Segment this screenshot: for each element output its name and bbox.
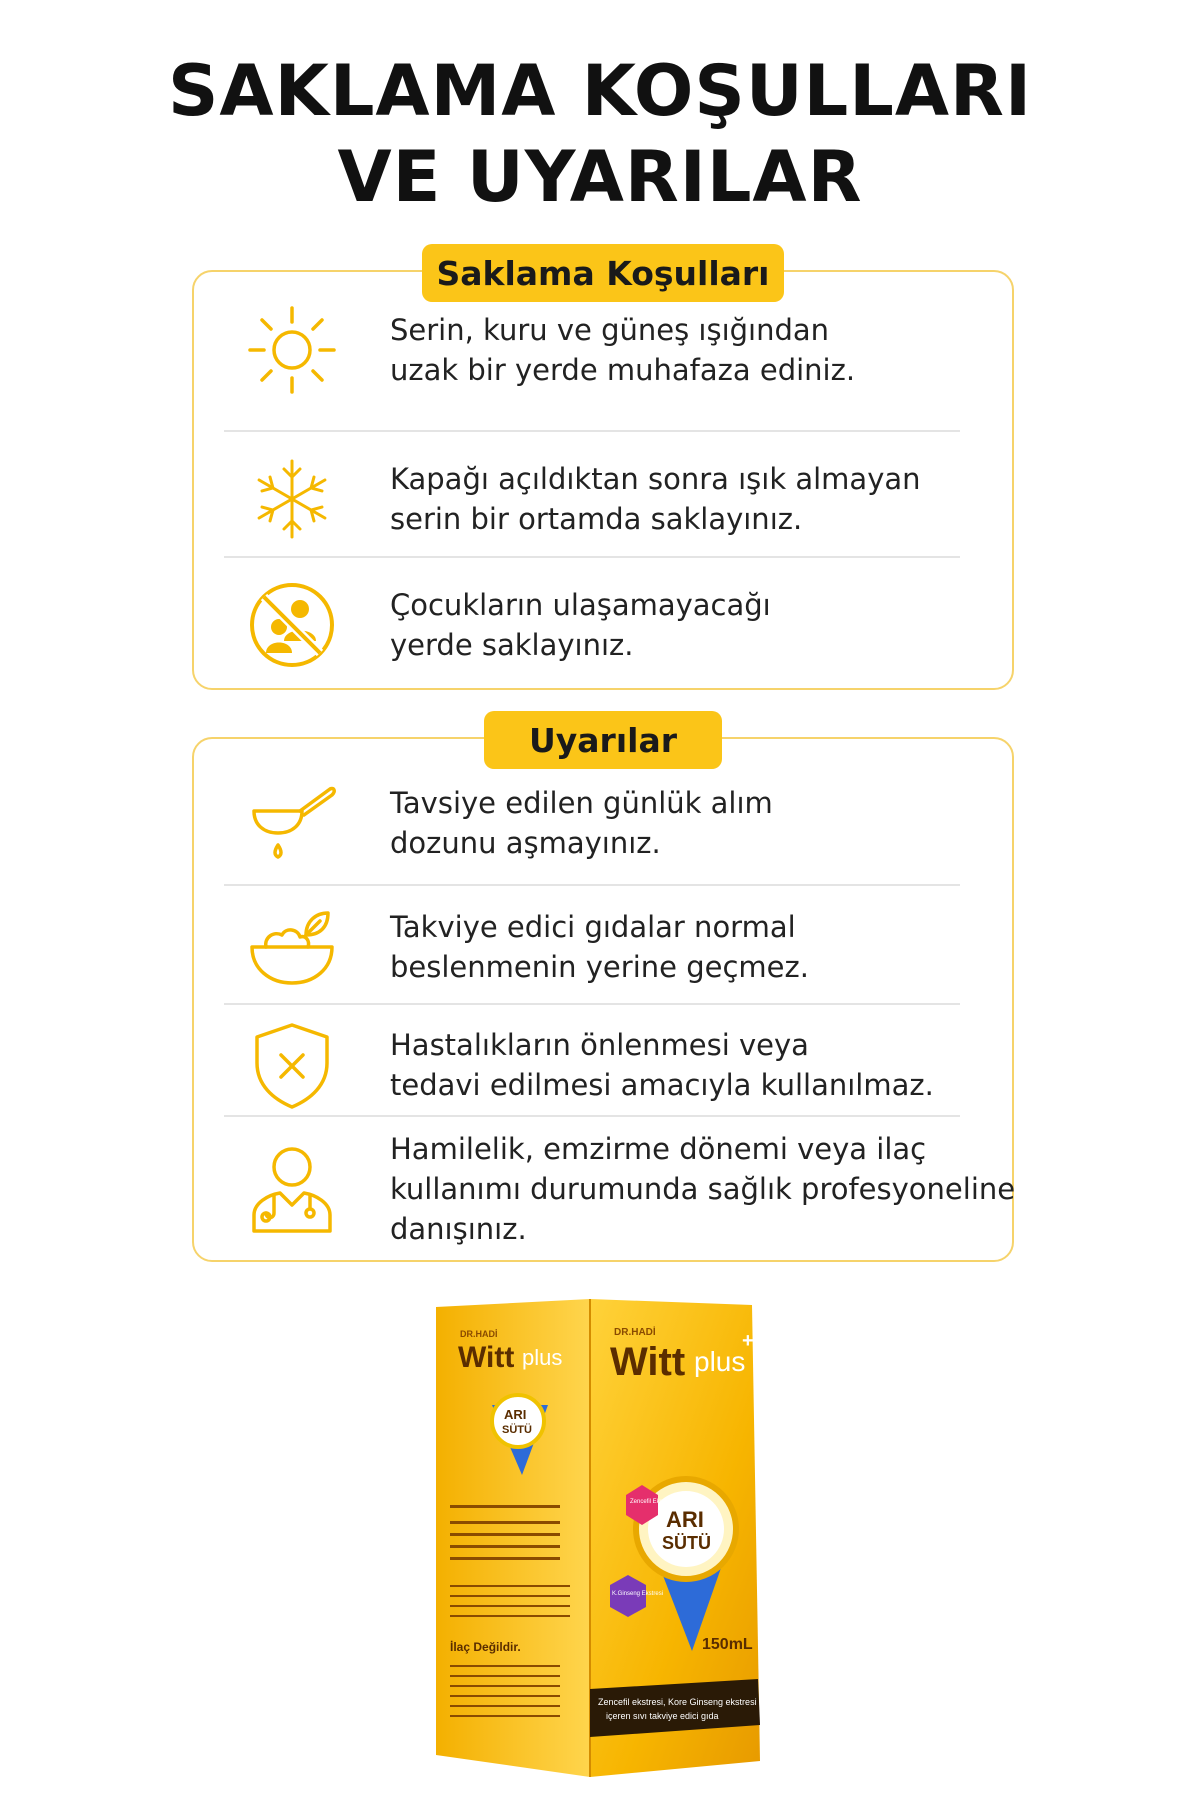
warning-item-line: danışınız. [390,1212,527,1246]
storage-item-children [224,570,960,680]
doctor-icon [242,1139,342,1239]
warning-item-line: Tavsiye edilen günlük alım [390,786,773,820]
warning-item-line: Takviye edici gıdalar normal [390,910,796,944]
warnings-panel [192,720,1016,1262]
shield-x-icon [242,1015,342,1115]
product-bottom-line1: Zencefil ekstresi, Kore Ginseng ekstresi [598,1697,757,1707]
warning-item-food [224,897,960,997]
row-divider [224,430,960,432]
warning-item-line: Hamilelik, emzirme dönemi veya ilaç [390,1132,927,1166]
product-bottom-line2: içeren sıvı takviye edici gıda [606,1711,719,1721]
storage-item-text [390,310,855,390]
storage-item-line: Serin, kuru ve güneş ışığından [390,313,830,347]
storage-item-line: yerde saklayınız. [390,628,634,662]
storage-item-text [390,585,771,665]
product-side-name2: SÜTÜ [502,1424,532,1436]
food-bowl-icon [242,897,342,997]
product-side-brand-small: DR.HADİ [460,1329,498,1339]
product-brand-suffix: plus [694,1346,746,1377]
warning-item-line: dozunu aşmayınız. [390,826,661,860]
sun-icon [242,300,342,400]
storage-item-line: uzak bir yerde muhafaza ediniz. [390,353,856,387]
storage-item-line: serin bir ortamda saklayınız. [390,502,803,536]
storage-conditions-panel [192,253,1014,690]
product-volume: 150mL [702,1636,753,1653]
product-name-line1: ARI [666,1507,704,1532]
warning-item-text [390,1129,1015,1249]
product-brand-small: DR.HADİ [614,1327,656,1338]
product-side-title: İlaç Değildir. [450,1640,521,1654]
row-divider [224,1115,960,1117]
snowflake-icon [242,449,342,549]
warning-item-line: tedavi edilmesi amacıyla kullanılmaz. [390,1068,934,1102]
page-title-line1: SAKLAMA KOŞULLARI [167,50,1032,132]
row-divider [224,1003,960,1005]
storage-item-snowflake [224,444,960,554]
warning-item-text [390,1025,934,1105]
warning-item-disease [224,1015,960,1115]
warning-item-dose [224,773,960,873]
product-box-image [430,1285,770,1785]
warning-item-line: beslenmenin yerine geçmez. [390,950,809,984]
storage-item-sun [224,306,960,394]
product-side-name1: ARI [504,1407,527,1422]
product-plus-sign: + [742,1330,754,1352]
warnings-tab: Uyarılar [484,711,722,769]
row-divider [224,556,960,558]
warning-item-text [390,907,809,987]
storage-item-text [390,459,921,539]
storage-item-line: Çocukların ulaşamayacağı [390,588,771,622]
no-children-icon [242,575,342,675]
storage-conditions-tab: Saklama Koşulları [422,244,784,302]
product-name-line2: SÜTÜ [662,1533,711,1553]
warning-item-doctor [224,1129,1016,1249]
product-badge1: Zencefil Ekstresi [630,1499,675,1505]
storage-item-line: Kapağı açıldıktan sonra ışık almayan [390,462,921,496]
measuring-spoon-icon [242,773,342,873]
page-title [0,48,1200,220]
product-side-brand: Witt [458,1341,515,1374]
product-brand: Witt [610,1340,686,1384]
row-divider [224,884,960,886]
product-badge2: K.Ginseng Ekstresi [612,1591,664,1597]
warning-item-line: kullanımı durumunda sağlık profesyoneline [390,1172,1016,1206]
product-side-brand-suffix: plus [522,1345,563,1370]
page-title-line2: VE UYARILAR [337,136,863,218]
warning-item-line: Hastalıkların önlenmesi veya [390,1028,809,1062]
warning-item-text [390,783,773,863]
